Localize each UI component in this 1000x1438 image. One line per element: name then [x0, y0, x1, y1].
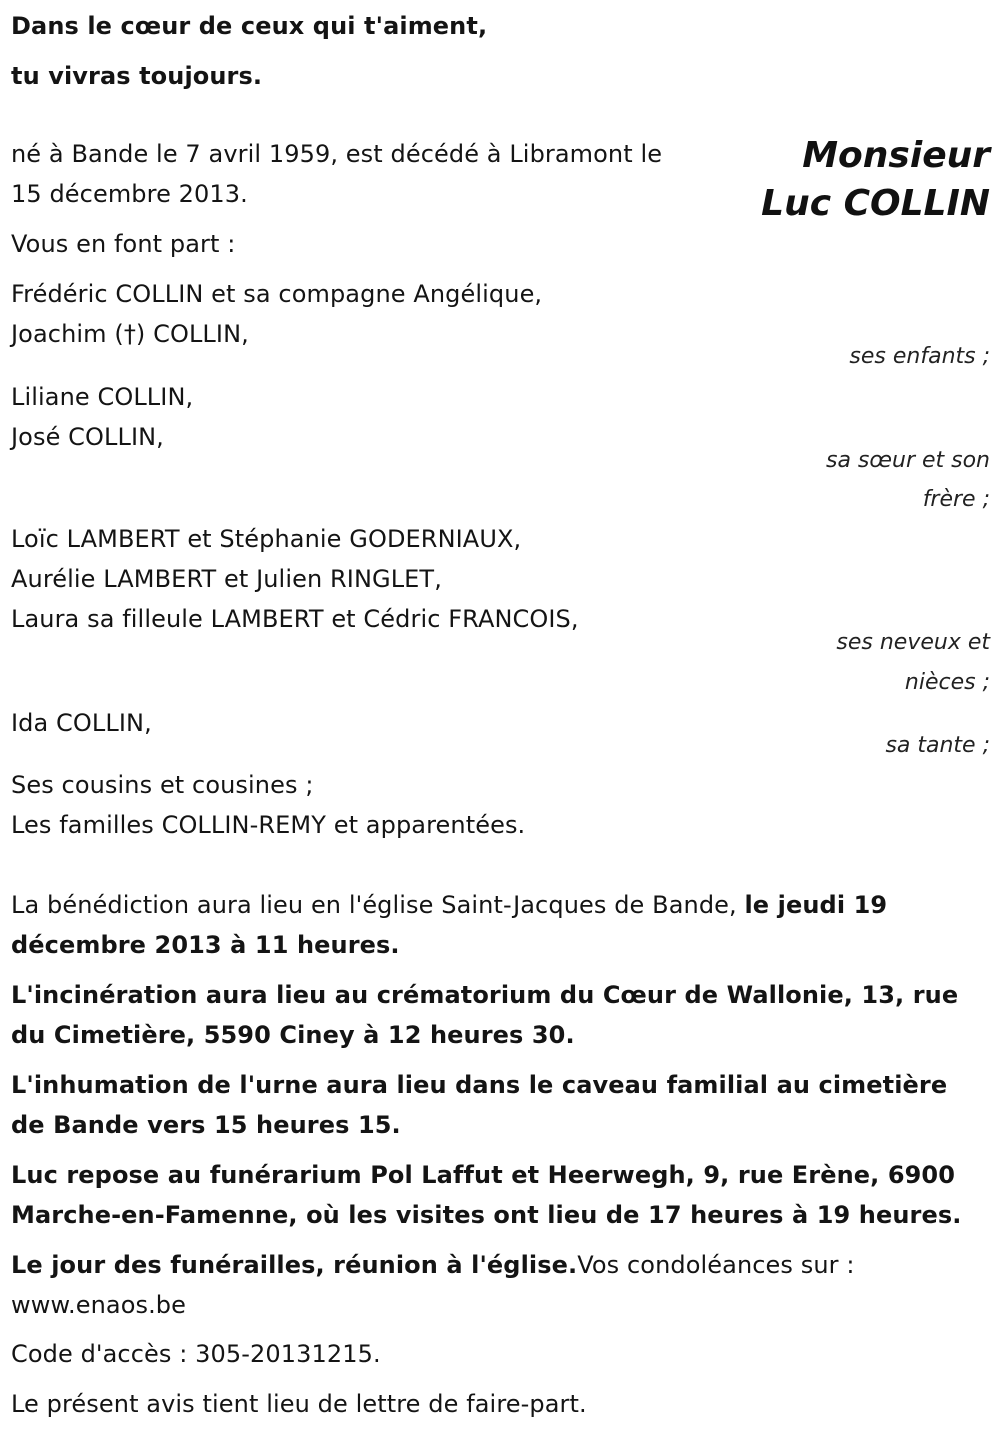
funeral-day-line [11, 1245, 855, 1285]
epigraph-line-1: Dans le cœur de ceux qui t'aiment, [11, 12, 488, 40]
nephew-niece-name: Loïc LAMBERT et Stéphanie GODERNIAUX, [11, 525, 522, 553]
blessing-text: La bénédiction aura lieu en l'église Saint-Jacques de Bande, [11, 891, 737, 919]
blessing-date: le jeudi 19 [744, 891, 888, 919]
incineration-line-1: L'incinération aura lieu au crématorium du Cœur de Wallonie, 13, rue [11, 981, 959, 1009]
other-relatives: Les familles COLLIN-REMY et apparentées. [11, 811, 526, 839]
funeral-day-text: Le jour des funérailles, réunion à l'église. [11, 1251, 578, 1279]
child-name: Joachim (†) COLLIN, [11, 320, 249, 348]
relation-siblings-line-1: sa sœur et son [825, 448, 990, 473]
blessing-line-2: décembre 2013 à 11 heures. [11, 931, 400, 959]
inhumation-line-1: L'inhumation de l'urne aura lieu dans le caveau familial au cimetière [11, 1071, 948, 1099]
epigraph-line-2: tu vivras toujours. [11, 62, 263, 90]
relation-nephews-line-1: ses neveux et [836, 630, 990, 655]
nephew-niece-name: Laura sa filleule LAMBERT et Cédric FRANCOIS, [11, 605, 579, 633]
sibling-name: Liliane COLLIN, [11, 383, 194, 411]
birth-death-line-2: 15 décembre 2013. [11, 180, 248, 208]
access-code: Code d'accès : 305-20131215. [11, 1340, 381, 1368]
sibling-name: José COLLIN, [11, 423, 164, 451]
child-name: Frédéric COLLIN et sa compagne Angélique, [11, 280, 543, 308]
condolences-text: Vos condoléances sur : [577, 1251, 855, 1279]
relation-siblings-line-2: frère ; [922, 487, 990, 512]
birth-death-line-1: né à Bande le 7 avril 1959, est décédé à Libramont le [11, 140, 663, 168]
relation-nephews-line-2: nièces ; [904, 670, 990, 695]
nephew-niece-name: Aurélie LAMBERT et Julien RINGLET, [11, 565, 442, 593]
other-relatives: Ses cousins et cousines ; [11, 771, 314, 799]
relation-aunt: sa tante ; [885, 733, 990, 758]
deceased-name: Luc COLLIN [761, 183, 990, 224]
incineration-line-2: du Cimetière, 5590 Ciney à 12 heures 30. [11, 1021, 575, 1049]
deceased-title: Monsieur [802, 135, 990, 176]
inhumation-line-2: de Bande vers 15 heures 15. [11, 1111, 401, 1139]
blessing-line-1 [11, 885, 887, 925]
relation-children: ses enfants ; [849, 344, 990, 369]
repose-line-1: Luc repose au funérarium Pol Laffut et Heerwegh, 9, rue Erène, 6900 [11, 1161, 956, 1189]
repose-line-2: Marche-en-Famenne, où les visites ont lieu de 17 heures à 19 heures. [11, 1201, 962, 1229]
announcers-intro: Vous en font part : [11, 230, 236, 258]
aunt-name: Ida COLLIN, [11, 709, 152, 737]
condolences-website[interactable]: www.enaos.be [11, 1291, 187, 1319]
closing-note: Le présent avis tient lieu de lettre de faire-part. [11, 1390, 587, 1418]
